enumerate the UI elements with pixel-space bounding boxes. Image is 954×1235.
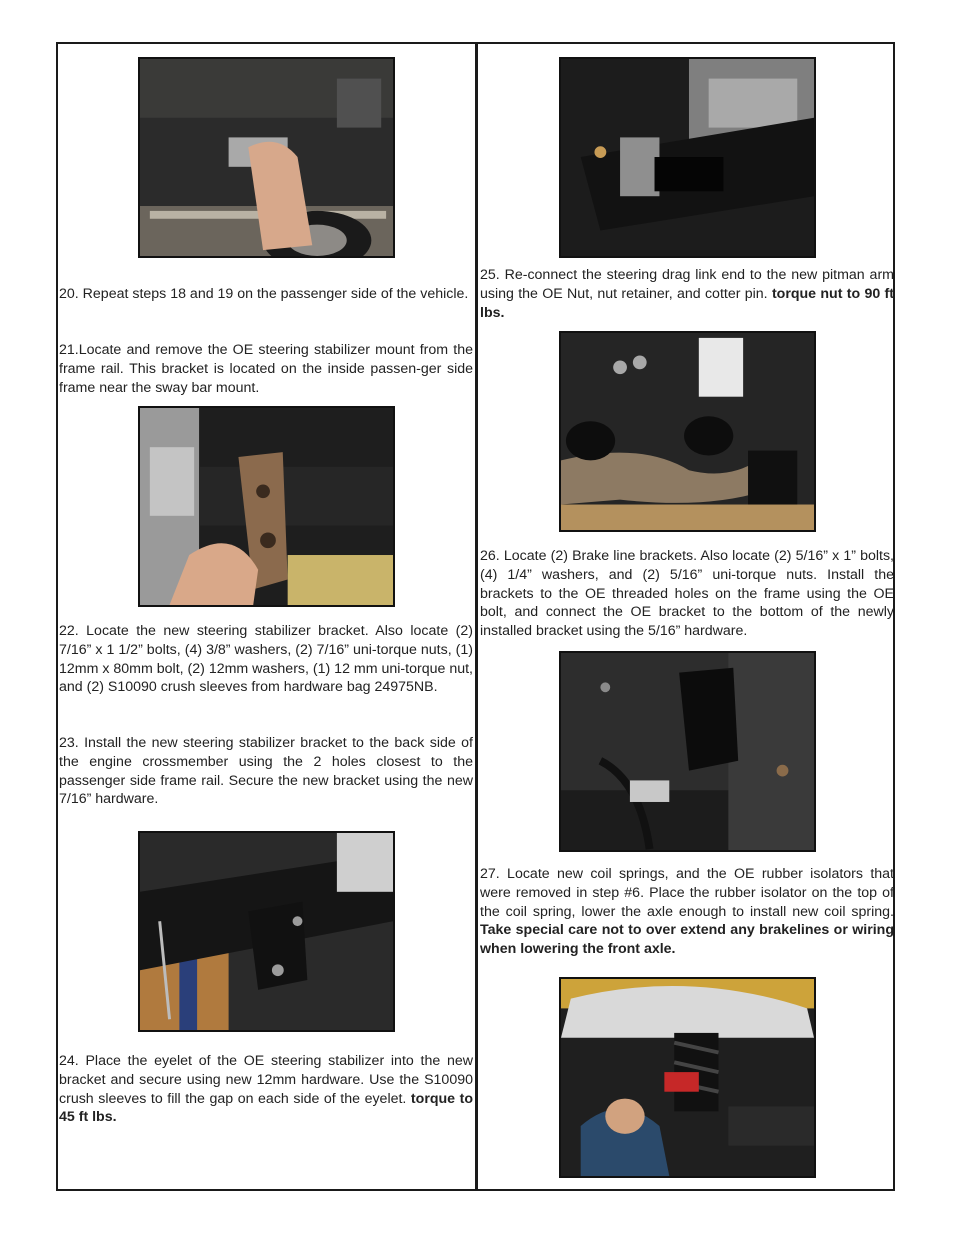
photo-step-21-bracket <box>138 406 395 607</box>
step-20-text: 20. Repeat steps 18 and 19 on the passenger side of the vehicle. <box>59 286 469 302</box>
photo-step-26-brake-line-bracket <box>559 651 816 852</box>
step-25-body: 25. Re-connect the steering drag link end to the new pitman arm using the OE Nut, nut retainer, and cotter pin. <box>480 267 894 302</box>
step-25-torque: torque nut to 90 ft lbs. <box>480 285 894 321</box>
photo-step-27-coil-spring <box>559 977 816 1178</box>
photo-step-19-bolt <box>138 57 395 258</box>
photo-step-23-installed-bracket <box>138 831 395 1032</box>
step-27-body: 27. Locate new coil springs, and the OE rubber isolators that were removed in step #6. Place the rubber isolator on the top of the coil spring, lower the axle enough to install new coil spring. <box>480 866 894 920</box>
step-22-text: 22. Locate the new steering stabilizer bracket. Also locate (2) 7/16” x 1 1/2” bolts, (4) 3/8” washers, (2) 7/16” uni-torque nuts, (1) 12mm x 80mm bolt, (2) 12mm washers, (1) 12 mm uni-torque nut, and (2) S10090 crush sleeves from hardware bag 24975NB. <box>59 623 473 696</box>
step-27-text <box>480 865 894 959</box>
step-21-text: 21.Locate and remove the OE steering stabilizer mount from the frame rail. This bracket is located on the inside passen-ger side frame near the sway bar mount. <box>59 342 473 396</box>
step-24-torque: torque to 45 ft lbs. <box>59 1090 473 1126</box>
step-26-text: 26. Locate (2) Brake line brackets. Also locate (2) 5/16” x 1” bolts, (4) 1/4” washers, and (2) 5/16” uni-torque nuts. Install the brackets to the OE threaded holes on the frame using the OE bolt, and connect the OE bracket to the bottom of the newly installed bracket using the 5/16” hardware. <box>480 548 894 640</box>
step-23-text: 23. Install the new steering stabilizer bracket to the back side of the engine crossmember using the 2 holes closest to the passenger side frame rail. Secure the new bracket using the new 7/16” hardware. <box>59 735 473 808</box>
step-27-warning: Take special care not to over extend any brakelines or wiring when lowering the front axle. <box>480 922 894 958</box>
step-25-text <box>480 266 894 322</box>
photo-step-25-drag-link <box>559 57 816 258</box>
column-divider <box>475 42 478 1191</box>
photo-step-25-pitman-arm <box>559 331 816 532</box>
step-24-text <box>59 1052 473 1127</box>
step-24-body: 24. Place the eyelet of the OE steering stabilizer into the new bracket and secure using new 12mm hardware. Use the S10090 crush sleeves to fill the gap on each side of the eyelet. <box>59 1053 473 1107</box>
